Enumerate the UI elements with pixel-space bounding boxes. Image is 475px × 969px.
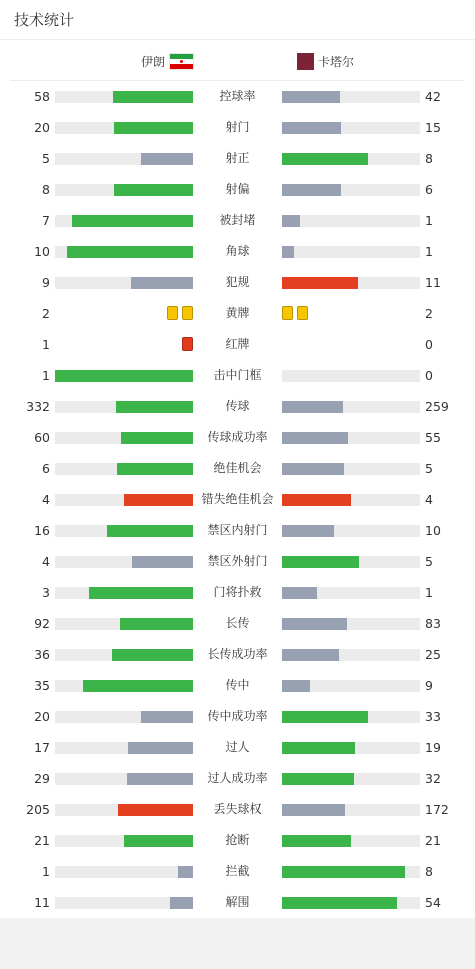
home-stat-bar-fill (55, 370, 193, 382)
stat-row (0, 112, 475, 143)
away-stat-bar (282, 91, 420, 103)
away-stat-bar (282, 401, 420, 413)
stat-row (0, 329, 475, 360)
home-stat-bar-fill (178, 866, 193, 878)
away-stat-bar-fill (282, 835, 351, 847)
home-stat-bar-fill (124, 835, 193, 847)
home-stat-bar (55, 587, 193, 599)
panel-title: 技术统计 (14, 11, 75, 29)
home-stat-bar (55, 525, 193, 537)
away-stat-bar-fill (282, 897, 397, 909)
away-stat-value: 1 (425, 585, 433, 600)
stat-row (0, 298, 475, 329)
away-stat-bar-fill (282, 618, 347, 630)
away-stat-bar-fill (282, 91, 340, 103)
away-stat-value: 1 (425, 244, 433, 259)
home-stat-bar-fill (127, 773, 193, 785)
away-stat-bar-fill (282, 649, 339, 661)
stat-label: 黄牌 (225, 306, 250, 320)
away-stat-bar (282, 277, 420, 289)
stat-label: 传球成功率 (207, 430, 268, 444)
away-stat-bar (282, 866, 420, 878)
away-stat-value: 5 (425, 461, 433, 476)
home-stat-bar-fill (132, 556, 193, 568)
away-stat-bar-fill (282, 525, 334, 537)
home-stat-value: 20 (34, 709, 50, 724)
stat-row (0, 577, 475, 608)
away-stat-value: 33 (425, 709, 441, 724)
stat-label: 解围 (225, 895, 250, 909)
home-stat-bar-fill (114, 122, 193, 134)
away-stat-bar-fill (282, 804, 345, 816)
stat-label: 传中成功率 (207, 709, 268, 723)
away-stat-bar (282, 432, 420, 444)
home-stat-value: 92 (34, 616, 50, 631)
away-stat-bar (282, 649, 420, 661)
stat-label: 犯规 (225, 275, 250, 289)
away-stat-bar (282, 556, 420, 568)
away-stat-bar-fill (282, 184, 341, 196)
away-stat-bar-fill (282, 742, 355, 754)
home-stat-bar-fill (128, 742, 193, 754)
home-stat-bar (55, 742, 193, 754)
home-stat-bar-fill (124, 494, 193, 506)
stat-row (0, 484, 475, 515)
stat-row (0, 856, 475, 887)
away-stat-bar (282, 525, 420, 537)
home-stat-value: 11 (34, 895, 50, 910)
stat-label: 抢断 (225, 833, 250, 847)
away-team[interactable] (297, 41, 354, 81)
home-team-name: 伊朗 (140, 54, 165, 69)
stat-label: 拦截 (225, 864, 250, 878)
home-stat-bar (55, 215, 193, 227)
away-stat-bar (282, 835, 420, 847)
stat-row (0, 143, 475, 174)
home-stat-bar (55, 246, 193, 258)
stat-row (0, 453, 475, 484)
home-stat-bar-fill (131, 277, 193, 289)
home-stat-bar (55, 494, 193, 506)
teams-header (10, 41, 465, 81)
home-stat-value: 1 (42, 337, 50, 352)
home-stat-bar (55, 153, 193, 165)
home-stat-bar-fill (114, 184, 193, 196)
stat-row (0, 763, 475, 794)
home-stat-value: 205 (26, 802, 50, 817)
home-stat-bar (55, 711, 193, 723)
stat-row (0, 81, 475, 112)
home-stat-bar (55, 432, 193, 444)
away-stat-value: 5 (425, 554, 433, 569)
home-stat-value: 10 (34, 244, 50, 259)
away-stat-bar-fill (282, 277, 358, 289)
away-stat-bar (282, 215, 420, 227)
away-stat-bar-fill (282, 215, 300, 227)
stat-label: 射正 (225, 151, 250, 165)
away-stat-bar-fill (282, 494, 351, 506)
away-stat-bar (282, 184, 420, 196)
home-stat-value: 21 (34, 833, 50, 848)
away-stat-bar-fill (282, 773, 354, 785)
home-stat-value: 4 (42, 554, 50, 569)
home-stat-bar-fill (118, 804, 193, 816)
home-stat-bar (55, 401, 193, 413)
stat-label: 射偏 (225, 182, 250, 196)
away-stat-value: 4 (425, 492, 433, 507)
away-stat-bar (282, 246, 420, 258)
stat-row (0, 360, 475, 391)
home-stat-bar-fill (83, 680, 193, 692)
away-stat-value: 8 (425, 151, 433, 166)
home-stat-bar (55, 897, 193, 909)
home-stat-value: 1 (42, 368, 50, 383)
home-stat-value: 17 (34, 740, 50, 755)
away-stat-value: 83 (425, 616, 441, 631)
home-cards (167, 306, 193, 320)
away-stat-bar-fill (282, 401, 343, 413)
home-stat-bar (55, 277, 193, 289)
home-stat-bar (55, 680, 193, 692)
stat-row (0, 732, 475, 763)
away-stat-bar (282, 463, 420, 475)
stat-label: 长传成功率 (207, 647, 268, 661)
home-stat-bar-fill (72, 215, 193, 227)
home-stat-bar-fill (67, 246, 193, 258)
away-stat-value: 0 (425, 368, 433, 383)
home-stat-value: 2 (42, 306, 50, 321)
away-cards (282, 306, 308, 320)
away-stat-bar-fill (282, 556, 359, 568)
stat-row (0, 546, 475, 577)
home-team[interactable] (141, 41, 194, 81)
away-stat-bar (282, 773, 420, 785)
stat-row (0, 825, 475, 856)
home-stat-value: 16 (34, 523, 50, 538)
stat-label: 禁区外射门 (207, 554, 268, 568)
home-stat-value: 332 (26, 399, 50, 414)
stat-row (0, 794, 475, 825)
stat-label: 错失绝佳机会 (201, 492, 274, 506)
home-stat-bar (55, 370, 193, 382)
away-stat-value: 55 (425, 430, 441, 445)
away-stat-bar-fill (282, 246, 294, 258)
home-stat-bar-fill (170, 897, 193, 909)
stat-label: 传中 (225, 678, 250, 692)
stats-list (0, 81, 475, 918)
away-stat-value: 8 (425, 864, 433, 879)
away-stat-bar (282, 742, 420, 754)
stat-row (0, 267, 475, 298)
stat-label: 控球率 (219, 89, 256, 103)
stat-row (0, 670, 475, 701)
stat-row (0, 391, 475, 422)
stat-label: 射门 (225, 120, 250, 134)
stat-label: 传球 (225, 399, 250, 413)
home-stat-value: 4 (42, 492, 50, 507)
away-stat-value: 2 (425, 306, 433, 321)
away-team-name: 卡塔尔 (318, 54, 355, 69)
stat-row (0, 515, 475, 546)
away-stat-bar (282, 370, 420, 382)
home-stat-bar (55, 122, 193, 134)
away-stat-value: 10 (425, 523, 441, 538)
stat-row (0, 205, 475, 236)
home-stat-bar-fill (117, 463, 193, 475)
home-stat-bar (55, 835, 193, 847)
home-stat-value: 36 (34, 647, 50, 662)
away-stat-bar-fill (282, 432, 348, 444)
panel-header (0, 0, 475, 40)
home-stat-bar (55, 866, 193, 878)
stat-label: 红牌 (225, 337, 250, 351)
home-stat-bar-fill (112, 649, 193, 661)
yellow-card-icon (297, 306, 308, 320)
away-stat-value: 42 (425, 89, 441, 104)
stat-row (0, 701, 475, 732)
stat-label: 过人成功率 (207, 771, 268, 785)
away-stat-value: 259 (425, 399, 449, 414)
away-stat-bar (282, 122, 420, 134)
away-stat-value: 6 (425, 182, 433, 197)
stat-row (0, 174, 475, 205)
stat-row (0, 639, 475, 670)
stat-row (0, 422, 475, 453)
home-stat-value: 1 (42, 864, 50, 879)
home-stat-value: 35 (34, 678, 50, 693)
stat-label: 击中门框 (213, 368, 262, 382)
home-stat-value: 3 (42, 585, 50, 600)
home-stat-value: 29 (34, 771, 50, 786)
iran-flag-icon (169, 53, 194, 70)
home-stat-bar-fill (89, 587, 193, 599)
home-stat-bar (55, 463, 193, 475)
away-stat-bar-fill (282, 587, 317, 599)
away-stat-bar-fill (282, 153, 368, 165)
yellow-card-icon (182, 306, 193, 320)
home-stat-bar (55, 773, 193, 785)
stat-row (0, 887, 475, 918)
home-stat-value: 58 (34, 89, 50, 104)
away-stat-value: 15 (425, 120, 441, 135)
home-stat-bar (55, 618, 193, 630)
away-stat-bar-fill (282, 711, 368, 723)
home-stat-value: 60 (34, 430, 50, 445)
away-stat-value: 0 (425, 337, 433, 352)
stat-label: 过人 (225, 740, 250, 754)
stat-label: 角球 (225, 244, 250, 258)
away-stat-bar (282, 618, 420, 630)
away-stat-bar-fill (282, 122, 341, 134)
home-stat-bar-fill (113, 91, 193, 103)
yellow-card-icon (282, 306, 293, 320)
away-stat-value: 32 (425, 771, 441, 786)
away-stat-bar (282, 153, 420, 165)
away-stat-bar (282, 711, 420, 723)
away-stat-value: 21 (425, 833, 441, 848)
stat-label: 绝佳机会 (213, 461, 262, 475)
away-stat-value: 172 (425, 802, 449, 817)
qatar-flag-icon (297, 53, 314, 70)
away-stat-bar-fill (282, 866, 405, 878)
away-stat-bar (282, 587, 420, 599)
home-stat-bar (55, 556, 193, 568)
home-stat-bar-fill (120, 618, 193, 630)
away-stat-value: 19 (425, 740, 441, 755)
home-stat-bar (55, 91, 193, 103)
home-cards (182, 337, 193, 351)
away-stat-value: 11 (425, 275, 441, 290)
away-stat-bar (282, 494, 420, 506)
home-stat-value: 8 (42, 182, 50, 197)
home-stat-bar-fill (116, 401, 193, 413)
away-stat-bar (282, 680, 420, 692)
stat-label: 禁区内射门 (207, 523, 268, 537)
home-stat-value: 5 (42, 151, 50, 166)
home-stat-bar (55, 184, 193, 196)
away-stat-bar-fill (282, 680, 310, 692)
home-stat-value: 20 (34, 120, 50, 135)
stat-label: 门将扑救 (213, 585, 262, 599)
away-stat-value: 1 (425, 213, 433, 228)
home-stat-bar-fill (121, 432, 193, 444)
home-stat-value: 7 (42, 213, 50, 228)
stat-row (0, 608, 475, 639)
stat-label: 丢失球权 (213, 802, 262, 816)
stat-row (0, 236, 475, 267)
home-stat-bar (55, 649, 193, 661)
away-stat-bar (282, 897, 420, 909)
yellow-card-icon (167, 306, 178, 320)
home-stat-bar-fill (141, 711, 193, 723)
home-stat-bar (55, 804, 193, 816)
stat-label: 长传 (225, 616, 250, 630)
away-stat-bar-fill (282, 463, 344, 475)
away-stat-value: 25 (425, 647, 441, 662)
home-stat-value: 9 (42, 275, 50, 290)
home-stat-bar-fill (107, 525, 193, 537)
home-stat-bar-fill (141, 153, 193, 165)
away-stat-bar (282, 804, 420, 816)
away-stat-value: 9 (425, 678, 433, 693)
away-stat-value: 54 (425, 895, 441, 910)
home-stat-value: 6 (42, 461, 50, 476)
stat-label: 被封堵 (219, 213, 256, 227)
red-card-icon (182, 337, 193, 351)
